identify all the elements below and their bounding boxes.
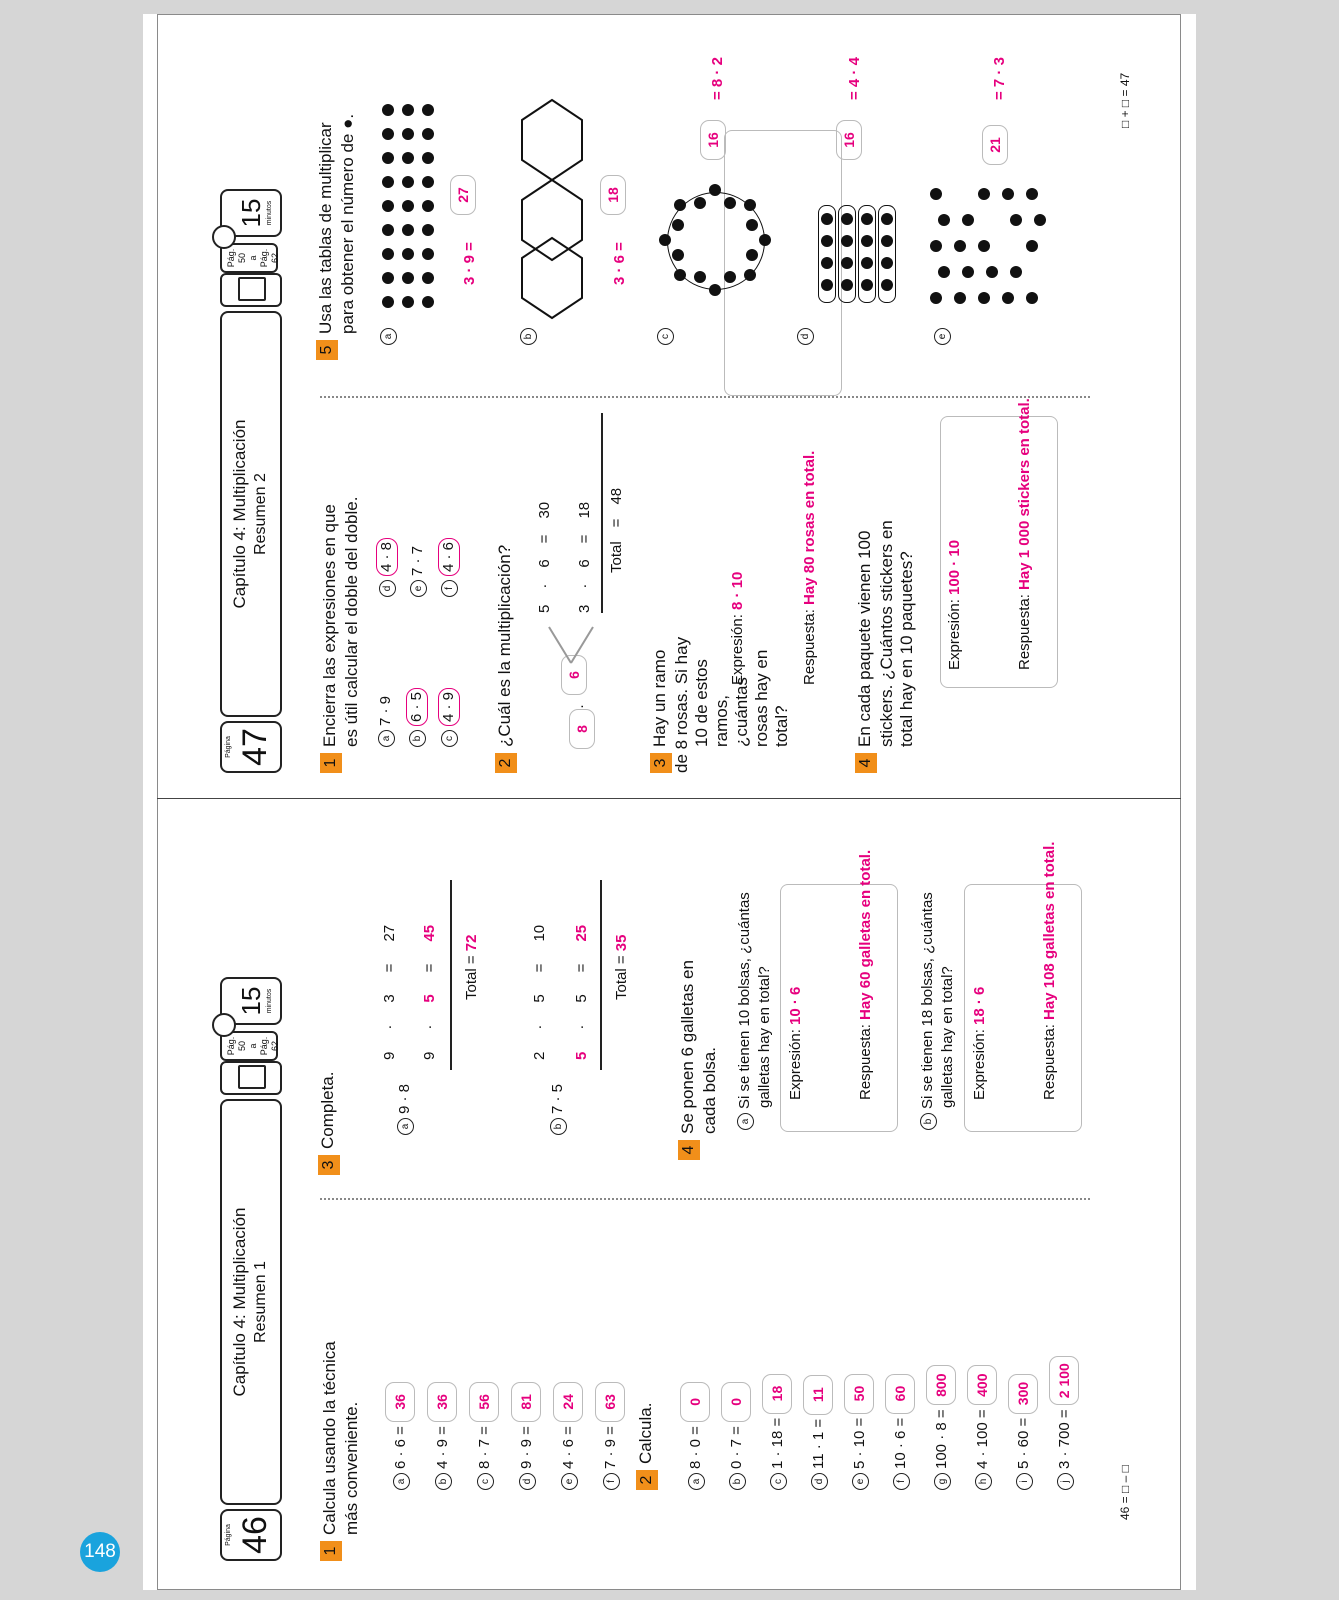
p46-question-4: 4Se ponen 6 galletas en cada bolsa. — [678, 960, 720, 1160]
item-expression: 1 · 18 = — [769, 1417, 786, 1469]
dot — [930, 240, 942, 252]
item-answer: 36 — [385, 1382, 415, 1422]
dot — [422, 152, 434, 164]
dot — [938, 214, 950, 226]
p46-q3a-row2: 9 · 5 = 45 — [421, 924, 438, 1060]
item-answer: 300 — [1008, 1374, 1038, 1414]
dot — [821, 235, 833, 247]
dot — [930, 292, 942, 304]
book-icon — [220, 273, 282, 307]
gray-margin-top — [143, 0, 1196, 14]
dot — [978, 292, 990, 304]
calc-item-f — [885, 1374, 915, 1490]
q5-a-expr: 3 · 9 = — [461, 242, 478, 285]
q4-response: Respuesta: Hay 1 000 stickers en total. — [1016, 398, 1033, 670]
item-letter: f — [893, 1473, 910, 1490]
option-d: d4 · 8 — [376, 487, 398, 597]
item-letter: b — [729, 1473, 746, 1490]
item-letter: c — [770, 1473, 787, 1490]
q3-response: Respuesta: Hay 80 rosas en total. — [801, 450, 818, 685]
dot — [861, 257, 873, 269]
dot — [402, 176, 414, 188]
dot — [821, 213, 833, 225]
item-answer: 400 — [967, 1365, 997, 1405]
dot — [422, 176, 434, 188]
gray-margin-right — [1196, 0, 1339, 1600]
dot-array-a — [378, 100, 438, 320]
dot — [881, 213, 893, 225]
dot — [382, 272, 394, 284]
dot — [930, 188, 942, 200]
item-letter: a — [688, 1473, 705, 1490]
item-answer: 2 100 — [1049, 1356, 1079, 1405]
q5-e-answer: 21 — [982, 125, 1008, 165]
p46-q3b-row2: 5 · 5 = 25 — [573, 924, 590, 1060]
chapter-title: Capítulo 4: Multiplicación — [230, 1207, 249, 1397]
p46-q4a-expression: Expresión: 10 · 6 — [787, 986, 804, 1100]
dot — [1026, 188, 1038, 200]
dot — [382, 296, 394, 308]
q5-b-label: b — [518, 324, 538, 345]
dot — [422, 128, 434, 140]
gray-margin-left — [0, 0, 143, 1600]
q4-expression: Expresión: 100 · 10 — [946, 539, 963, 670]
item-expression: 8 · 0 = — [687, 1426, 704, 1469]
item-answer: 63 — [595, 1382, 625, 1422]
alarm-clock-icon: 15 minutos — [220, 977, 282, 1025]
item-letter: e — [561, 1473, 578, 1490]
dot — [841, 235, 853, 247]
calc-item-d — [803, 1375, 833, 1490]
question-1: 1Calcula usando la técnica más conveniente. — [320, 1201, 362, 1561]
item-expression: 7 · 9 = — [602, 1426, 619, 1469]
p46-q4b-expression: Expresión: 18 · 6 — [971, 986, 988, 1100]
dot — [1010, 266, 1022, 278]
item-expression: 0 · 7 = — [728, 1426, 745, 1469]
q5-b-expr: 3 · 6 = — [611, 242, 628, 285]
hexagon-figure-b — [512, 80, 592, 320]
item-answer: 800 — [926, 1365, 956, 1405]
q5-c-expr: = 8 · 2 — [709, 57, 726, 100]
option-b: b6 · 5 — [406, 637, 428, 747]
dot — [382, 152, 394, 164]
page-number-badge: 148 — [80, 1532, 120, 1572]
dot — [1026, 240, 1038, 252]
dotted-separator-p47 — [320, 396, 1090, 398]
q5-a-label: a — [378, 324, 398, 345]
calc-item-e — [553, 1382, 583, 1490]
question-3: 3Hay un ramo de 8 rosas. Si hay 10 de estos ramos, ¿cuántas rosas hay en total? — [650, 636, 791, 773]
calc-item-h — [967, 1365, 997, 1490]
dot — [821, 257, 833, 269]
dot — [978, 240, 990, 252]
chapter-title: Capítulo 4: Multiplicación — [230, 419, 249, 609]
calc-item-c — [762, 1374, 792, 1490]
q3-expression: Expresión: 8 · 10 — [729, 571, 746, 685]
dot — [978, 188, 990, 200]
item-answer: 11 — [803, 1375, 833, 1415]
item-expression: 5 · 10 = — [851, 1417, 868, 1469]
q5-c-answer: 16 — [700, 120, 726, 160]
calc-item-j — [1049, 1356, 1079, 1490]
option-a: a7 · 9 — [376, 637, 396, 747]
p46-q3a-expr: a9 · 8 — [395, 1084, 415, 1135]
calc-item-a — [680, 1382, 710, 1490]
dot — [422, 104, 434, 116]
item-expression: 9 · 9 = — [518, 1426, 535, 1469]
p46-q3b-row1: 2 · 5 = 10 — [531, 924, 548, 1060]
dot — [422, 296, 434, 308]
summary-title: Resumen 1 — [252, 1261, 269, 1343]
dot — [382, 176, 394, 188]
dot — [881, 235, 893, 247]
page-reference: Pág. 50 a Pág. 62 — [220, 243, 278, 273]
total-row: Total = 48 — [608, 487, 625, 573]
p46-question-3: 3Completa. — [318, 1072, 340, 1175]
item-letter: j — [1057, 1473, 1074, 1490]
p46-q4b-text: bSi se tienen 18 bolsas, ¿cuántas galletas hay en total? — [918, 892, 958, 1130]
item-answer: 81 — [511, 1382, 541, 1422]
calc-item-f — [595, 1382, 625, 1490]
p46-q3b-expr: b7 · 5 — [548, 1084, 568, 1135]
item-expression: 4 · 6 = — [560, 1426, 577, 1469]
item-expression: 4 · 100 = — [974, 1409, 991, 1469]
page-divider — [157, 798, 1181, 799]
calc-item-g — [926, 1365, 956, 1490]
dot — [1002, 292, 1014, 304]
item-answer: 60 — [885, 1374, 915, 1414]
chapter-title-box — [220, 311, 282, 717]
dot — [382, 200, 394, 212]
q5-d-answer: 16 — [836, 120, 862, 160]
dot — [861, 279, 873, 291]
p46-q4a-response: Respuesta: Hay 60 galletas en total. — [857, 849, 874, 1100]
dot — [402, 248, 414, 260]
q5-c-label: c — [655, 324, 675, 345]
dot — [881, 257, 893, 269]
dot — [402, 224, 414, 236]
dot — [938, 266, 950, 278]
dot — [402, 296, 414, 308]
dot — [962, 214, 974, 226]
item-answer: 18 — [762, 1374, 792, 1414]
question-5: 5Usa las tablas de multiplicar para obtener el número de ●. — [316, 114, 358, 360]
p46-q3a-total: Total = 72 — [463, 934, 480, 1000]
p46-q4b-response: Respuesta: Hay 108 galletas en total. — [1041, 841, 1058, 1100]
q5-b-answer: 18 — [600, 175, 626, 215]
q5-e-expr: = 7 · 3 — [991, 57, 1008, 100]
dot — [382, 104, 394, 116]
calc-item-a — [385, 1382, 415, 1490]
p46-q3b-total: Total = 35 — [613, 934, 630, 1000]
item-expression: 3 · 700 = — [1056, 1409, 1073, 1469]
item-expression: 10 · 6 = — [892, 1417, 909, 1469]
dot-scatter-e — [930, 188, 1050, 318]
book-icon — [220, 1061, 282, 1095]
dot-ring-c — [655, 180, 775, 300]
item-expression: 6 · 6 = — [392, 1426, 409, 1469]
question-2: 2¿Cuál es la multiplicación? 8 · 6 5 · 6 = 30 3 · 6 = 18 Total = 48 — [495, 413, 627, 773]
dot — [382, 224, 394, 236]
item-expression: 8 · 7 = — [476, 1426, 493, 1469]
dot — [402, 272, 414, 284]
dot — [1034, 214, 1046, 226]
row-1: 5 · 6 = 30 — [536, 501, 553, 613]
dot — [382, 128, 394, 140]
dot — [402, 200, 414, 212]
dot — [821, 279, 833, 291]
dot — [962, 266, 974, 278]
dot — [881, 279, 893, 291]
dot — [841, 213, 853, 225]
item-letter: f — [603, 1473, 620, 1490]
dot — [861, 235, 873, 247]
calc-item-b — [721, 1382, 751, 1490]
dot — [422, 248, 434, 260]
item-letter: h — [975, 1473, 992, 1490]
row-2: 3 · 6 = 18 — [576, 501, 593, 613]
item-expression: 11 · 1 = — [810, 1418, 827, 1469]
item-letter: i — [1016, 1473, 1033, 1490]
footer-p47: □ + □ = 47 — [1118, 72, 1132, 128]
p46-q4a-text: aSi se tienen 10 bolsas, ¿cuántas galletas hay en total? — [735, 892, 775, 1130]
page-reference: Pág. 50 a Pág. 62 — [220, 1031, 278, 1061]
calc-item-c — [469, 1382, 499, 1490]
item-answer: 36 — [427, 1382, 457, 1422]
dot — [841, 279, 853, 291]
item-letter: a — [393, 1473, 410, 1490]
dot — [382, 248, 394, 260]
split-arrows — [541, 625, 601, 665]
dot — [402, 152, 414, 164]
dot — [986, 266, 998, 278]
q5-e-label: e — [932, 324, 952, 345]
option-f: f4 · 6 — [438, 487, 460, 597]
chapter-title-box — [220, 1099, 282, 1505]
gray-margin-bottom — [143, 1590, 1196, 1600]
ring-outline — [667, 192, 765, 290]
q5-d-label: d — [795, 324, 815, 345]
p46-q3a-row1: 9 · 3 = 27 — [381, 924, 398, 1060]
item-letter: c — [477, 1473, 494, 1490]
item-letter: e — [852, 1473, 869, 1490]
dot — [841, 257, 853, 269]
calc-item-i — [1008, 1374, 1038, 1490]
dot — [861, 213, 873, 225]
dot — [422, 200, 434, 212]
question-4: 4En cada paquete vienen 100 stickers. ¿Cuántos stickers en total hay en 10 paquetes? — [855, 413, 917, 773]
dot — [1026, 292, 1038, 304]
item-letter: g — [934, 1473, 951, 1490]
page-number-box: Página 46 — [220, 1509, 282, 1561]
q5-a-answer: 27 — [450, 175, 476, 215]
dot-groups-d — [818, 205, 898, 305]
calc-item-b — [427, 1382, 457, 1490]
item-letter: d — [519, 1473, 536, 1490]
item-expression: 5 · 60 = — [1015, 1417, 1032, 1469]
alarm-clock-icon: 15 minutos — [220, 189, 282, 237]
q5-d-expr: = 4 · 4 — [846, 57, 863, 100]
dot — [402, 128, 414, 140]
dot — [954, 240, 966, 252]
dot — [422, 272, 434, 284]
dot — [1010, 214, 1022, 226]
item-answer: 56 — [469, 1382, 499, 1422]
item-letter: d — [811, 1473, 828, 1490]
item-answer: 0 — [680, 1382, 710, 1422]
page-number-box: Página 47 — [220, 721, 282, 773]
item-expression: 100 · 8 = — [933, 1409, 950, 1469]
option-c: c4 · 9 — [438, 637, 460, 747]
item-expression: 4 · 9 = — [434, 1426, 451, 1469]
dot — [1002, 188, 1014, 200]
item-answer: 0 — [721, 1382, 751, 1422]
dotted-separator-p46 — [320, 1198, 1090, 1200]
item-answer: 24 — [553, 1382, 583, 1422]
footer-p46: 46 = □ – □ — [1118, 1465, 1132, 1520]
dot — [402, 104, 414, 116]
dot — [954, 292, 966, 304]
option-e: e7 · 7 — [408, 487, 428, 597]
question-1: 1Encierra las expresiones en que es útil calcular el doble del doble. a7 · 9 b6 · 5 c4 · 9 d4 · 8 e7 · 7 f4 · 6 — [320, 433, 470, 773]
item-answer: 50 — [844, 1374, 874, 1414]
dot — [422, 224, 434, 236]
summary-title: Resumen 2 — [252, 473, 269, 555]
calc-item-e — [844, 1374, 874, 1490]
calc-item-d — [511, 1382, 541, 1490]
item-letter: b — [435, 1473, 452, 1490]
p46-question-2: 2Calcula. — [636, 1403, 658, 1490]
